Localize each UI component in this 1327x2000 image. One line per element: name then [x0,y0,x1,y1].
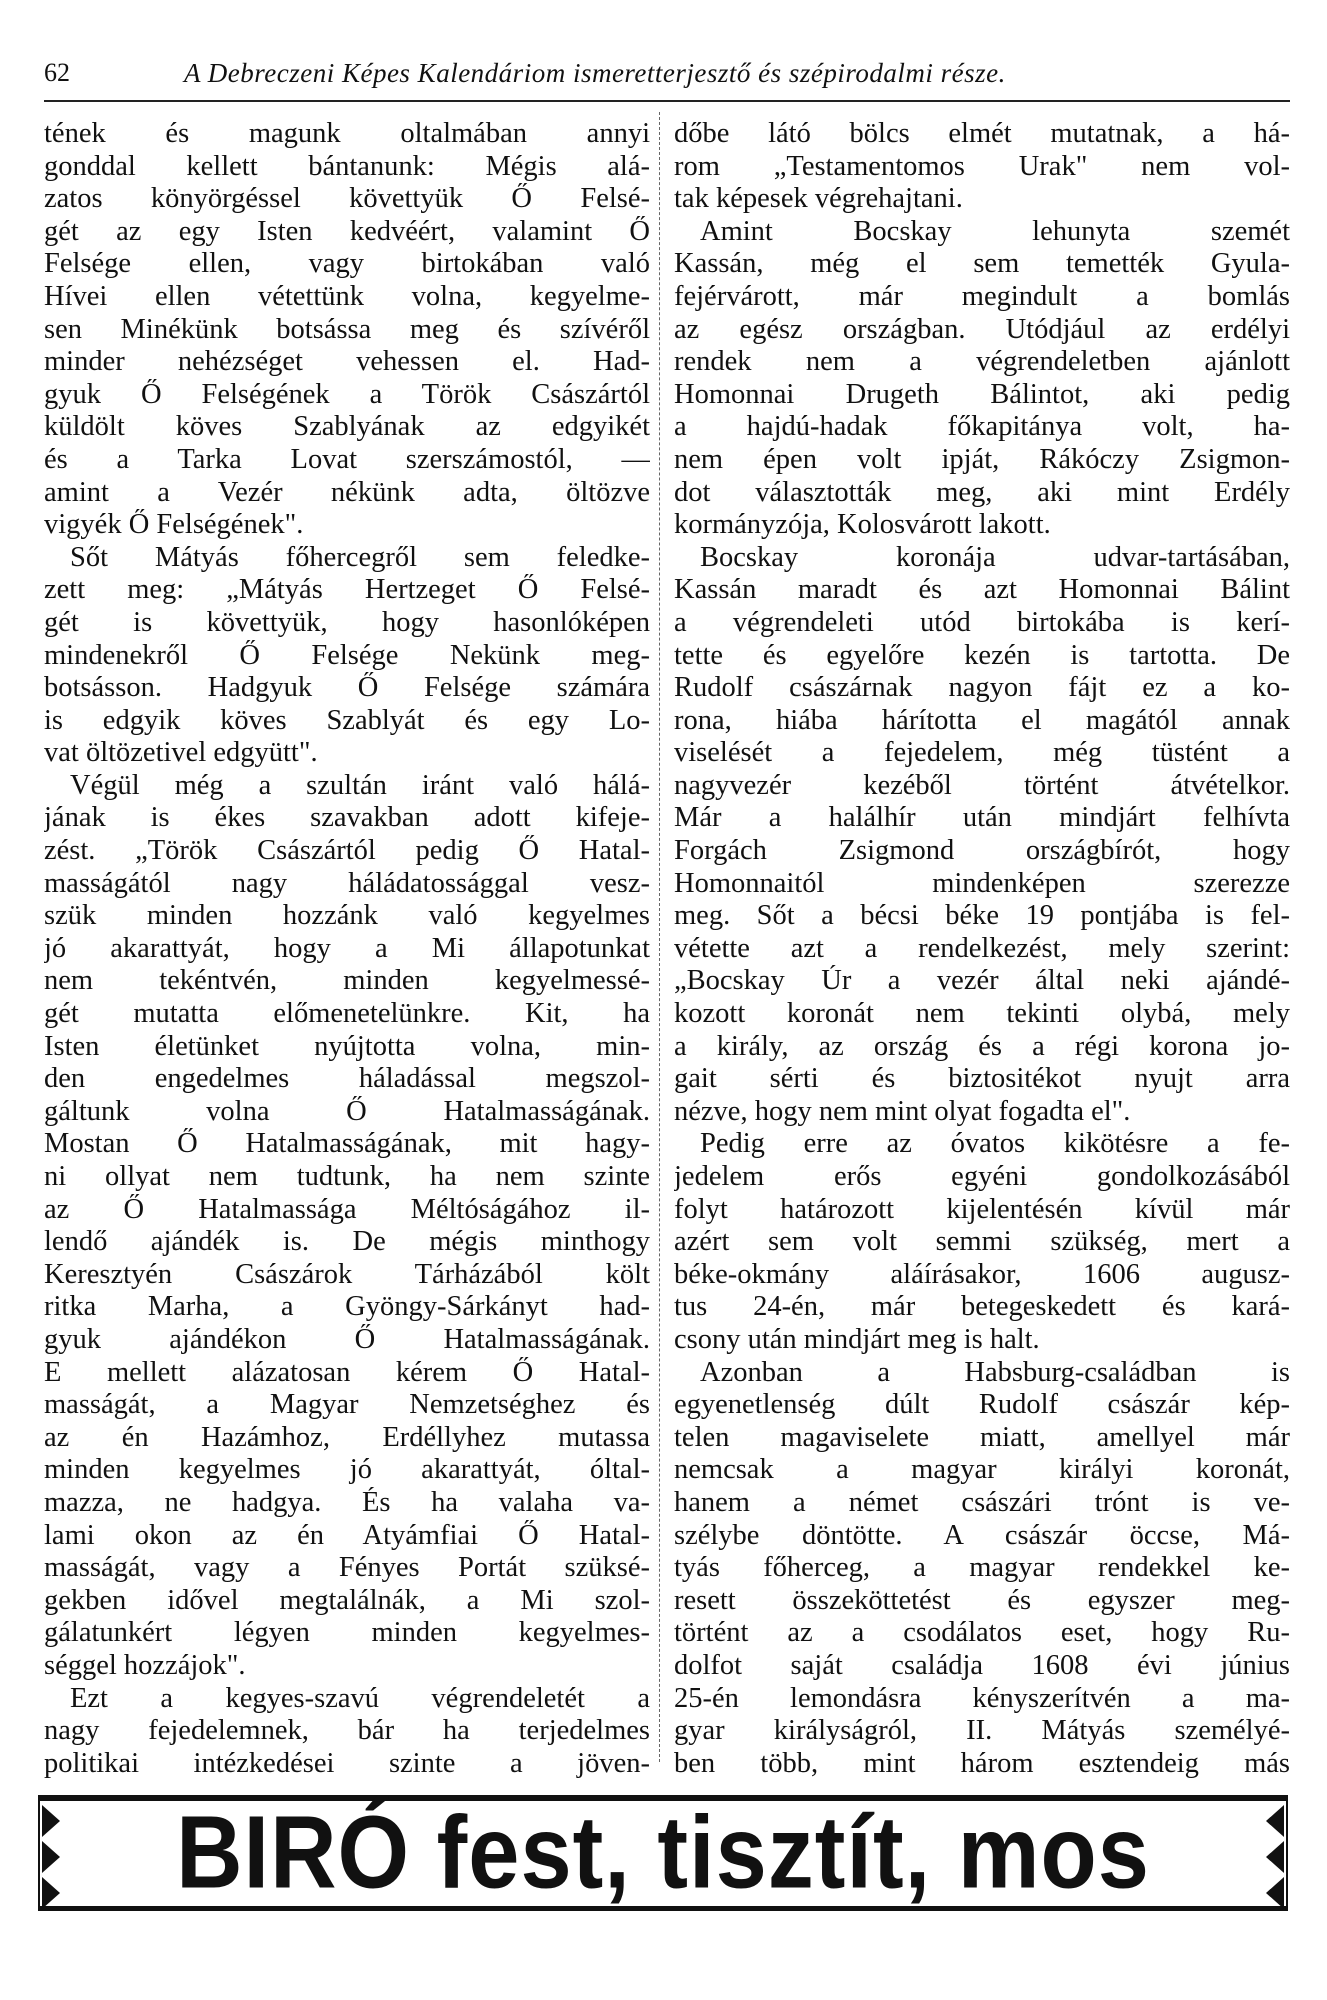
text-line: Rudolf császárnak nagyon fájt ez a ko- [674,672,1290,704]
text-line: vétette azt a rendelkezést, mely szerint: [674,932,1290,964]
text-line: gekben idővel megtalálnák, a Mi szol- [44,1584,650,1616]
text-line: sen Minékünk botsássa meg és szívéről [44,313,650,345]
text-line: nemcsak a magyar királyi koronát, [674,1454,1290,1486]
text-line: masságától nagy háládatossággal vesz- [44,867,650,899]
text-line: tének és magunk oltalmában annyi [44,118,650,149]
left-column [44,118,650,1780]
advertisement-box [38,1795,1288,1911]
text-line: béke-okmány aláírásakor, 1606 augusz- [674,1258,1290,1290]
text-line: Keresztyén Császárok Tárházából költ [44,1258,650,1290]
text-line: Kassán maradt és azt Homonnai Bálint [674,574,1290,606]
text-line: minder nehézséget vehessen el. Had- [44,346,650,378]
text-line: lami okon az én Atyámfiai Ő Hatal- [44,1519,650,1551]
text-line: küldölt köves Szablyának az edgyikét [44,411,650,443]
text-line: Sőt Mátyás főhercegről sem feledke- [70,541,650,573]
text-line: rona, hiába hárította el magától annak [674,704,1290,736]
text-line: zést. „Török Császártól pedig Ő Hatal- [44,835,650,867]
text-line: séggel hozzájok". [44,1649,246,1681]
text-line: ritka Marha, a Gyöngy-Sárkányt had- [44,1291,650,1323]
text-line: Amint Bocskay lehunyta szemét [700,215,1290,247]
text-line: csony után mindjárt meg is halt. [674,1323,1040,1355]
text-line: Bocskay koronája udvar-tartásában, [700,541,1290,573]
text-line: masságát, vagy a Fényes Portát szüksé- [44,1552,650,1584]
paragraph [674,118,1290,216]
text-line: zett meg: „Mátyás Hertzeget Ő Felsé- [44,574,650,606]
text-line: viselését a fejedelem, még tüstént a [674,737,1290,769]
text-line: az egész országban. Utódjául az erdélyi [674,313,1290,345]
page-number: 62 [44,58,70,87]
text-line: „Bocskay Úr a vezér által neki ajándé- [674,965,1290,997]
text-line: vigyék Ő Felségének". [44,509,304,541]
text-line: telen magaviselete miatt, amellyel már [674,1421,1290,1453]
text-line: is edgyik köves Szablyát és egy Lo- [44,704,650,736]
text-line: az én Hazámhoz, Erdéllyhez mutassa [44,1421,650,1453]
text-line: az Ő Hatalmassága Méltóságához il- [44,1193,650,1225]
paragraph [674,542,1290,1129]
text-line: gyuk ajándékon Ő Hatalmasságának. [44,1323,650,1355]
running-title: A Debreczeni Képes Kalendáriom ismeretterjesztő és szépirodalmi része. [184,58,1006,88]
text-line: szük minden hozzánk való kegyelmes [44,900,650,932]
text-line: vat öltözetivel edgyütt". [44,737,318,769]
text-line: gét az egy Isten kedvéért, valamint Ő [44,215,650,247]
text-line: Homonnai Drugeth Bálintot, aki pedig [674,378,1290,410]
text-line: den engedelmes háladással megszol- [44,1063,650,1095]
text-line: masságát, a Magyar Nemzetséghez és [44,1389,650,1421]
text-line: Ezt a kegyes-szavú végrendeletét a [70,1682,650,1714]
text-line: gonddal kellett bántanunk: Mégis alá- [44,150,650,182]
text-line: Hívei ellen vétettünk volna, kegyelme- [44,280,650,312]
page-header [44,52,1290,102]
text-line: gét is követtyük, hogy hasonlóképen [44,606,650,638]
text-line: rendek nem a végrendeletben ajánlott [674,346,1290,378]
text-line: hanem a német császári trónt is ve- [674,1486,1290,1518]
text-line: Forgách Zsigmond országbírót, hogy [674,835,1290,867]
text-line: Végül még a szultán iránt való hálá- [70,769,650,801]
text-line: tette és egyelőre kezén is tartotta. De [674,639,1290,671]
paragraph [44,118,650,542]
text-line: jedelem erős egyéni gondolkozásából [674,1161,1290,1192]
paragraph [674,1357,1290,1781]
text-line: Kassán, még el sem temették Gyula- [674,248,1290,280]
text-line: gáltunk volna Ő Hatalmasságának. [44,1095,650,1127]
advertisement-text: BIRÓ fest, tisztít, mos [176,1795,1150,1911]
right-column [674,118,1290,1780]
text-line: E mellett alázatosan kérem Ő Hatal- [44,1356,650,1388]
column-divider [659,112,660,1762]
text-line: fejérvárott, már megindult a bomlás [674,280,1290,312]
text-line: mazza, ne hadgya. És ha valaha va- [44,1486,650,1518]
text-line: jó akarattyát, hogy a Mi állapotunkat [44,932,650,964]
text-line: gálatunkért légyen minden kegyelmes- [44,1617,650,1649]
text-line: nem épen volt ipját, Rákóczy Zsigmon- [674,443,1290,475]
text-line: dot választották meg, aki mint Erdély [674,476,1290,508]
text-line: amint a Vezér nékünk adta, öltözve [44,476,650,508]
text-line: Felsége ellen, vagy birtokában való [44,248,650,280]
paragraph [44,1683,650,1781]
text-line: Azonban a Habsburg-családban is [700,1356,1290,1388]
text-line: szélybe döntötte. A császár öccse, Má- [674,1519,1290,1551]
text-line: tak képesek végrehajtani. [674,183,963,215]
text-line: dolfot saját családja 1608 évi június [674,1649,1290,1681]
text-line: nem tekéntvén, minden kegyelmessé- [44,965,650,997]
text-line: botsásson. Hadgyuk Ő Felsége számára [44,672,650,704]
text-line: rom „Testamentomos Urak" nem vol- [674,150,1290,182]
text-line: történt az a csodálatos eset, hogy Ru- [674,1617,1290,1649]
text-line: kozott koronát nem tekinti olybá, mely [674,998,1290,1030]
text-line: minden kegyelmes jó akarattyát, óltal- [44,1454,650,1486]
text-line: Mostan Ő Hatalmasságának, mit hagy- [44,1128,650,1160]
text-line: ni ollyat nem tudtunk, ha nem szinte [44,1161,650,1192]
text-line: meg. Sőt a bécsi béke 19 pontjába is fel- [674,900,1290,932]
paragraph [674,216,1290,542]
text-line: Homonnaitól mindenképen szerezze [674,867,1290,899]
text-line: Isten életünket nyújtotta volna, min- [44,1030,650,1062]
text-line: nézve, hogy nem mint olyat fogadta el". [674,1095,1131,1127]
text-line: tus 24-én, már betegeskedett és kará- [674,1291,1290,1323]
text-line: folyt határozott kijelentésén kívül már [674,1193,1290,1225]
text-line: resett összeköttetést és egyszer meg- [674,1584,1290,1616]
text-line: ben több, mint három esztendeig más [674,1747,1290,1779]
text-line: Pedig erre az óvatos kikötésre a fe- [700,1128,1290,1160]
text-line: zatos könyörgéssel követtyük Ő Felsé- [44,183,650,215]
text-line: kormányzója, Kolosvárott lakott. [674,509,1051,541]
paragraph [44,542,650,770]
text-line: jának is ékes szavakban adott kifeje- [44,802,650,834]
text-line: gyar királyságról, II. Mátyás személyé- [674,1715,1290,1747]
text-line: egyenetlenség dúlt Rudolf császár kép- [674,1389,1290,1421]
paragraph [674,1128,1290,1356]
text-line: gét mutatta előmenetelünkre. Kit, ha [44,998,650,1030]
text-line: mindenekről Ő Felsége Nekünk meg- [44,639,650,671]
text-line: és a Tarka Lovat szerszámostól, — [44,443,650,475]
text-line: politikai intézkedései szinte a jöven- [44,1747,650,1779]
text-line: azért sem volt semmi szükség, mert a [674,1226,1290,1258]
text-line: 25-én lemondásra kényszerítvén a ma- [674,1682,1290,1714]
text-line: a végrendeleti utód birtokába is kerí- [674,606,1290,638]
text-line: dőbe látó bölcs elmét mutatnak, a há- [674,118,1290,149]
text-line: lendő ajándék is. De mégis minthogy [44,1226,650,1258]
paragraph [44,770,650,1683]
text-line: gait sérti és biztositékot nyujt arra [674,1063,1290,1095]
text-line: tyás főherceg, a magyar rendekkel ke- [674,1552,1290,1584]
text-line: nagy fejedelemnek, bár ha terjedelmes [44,1715,650,1747]
text-line: Már a halálhír után mindjárt felhívta [674,802,1290,834]
text-line: a hajdú-hadak főkapitánya volt, ha- [674,411,1290,443]
text-line: gyuk Ő Felségének a Török Császártól [44,378,650,410]
text-line: nagyvezér kezéből történt átvételkor. [674,769,1290,801]
text-line: a király, az ország és a régi korona jo- [674,1030,1290,1062]
